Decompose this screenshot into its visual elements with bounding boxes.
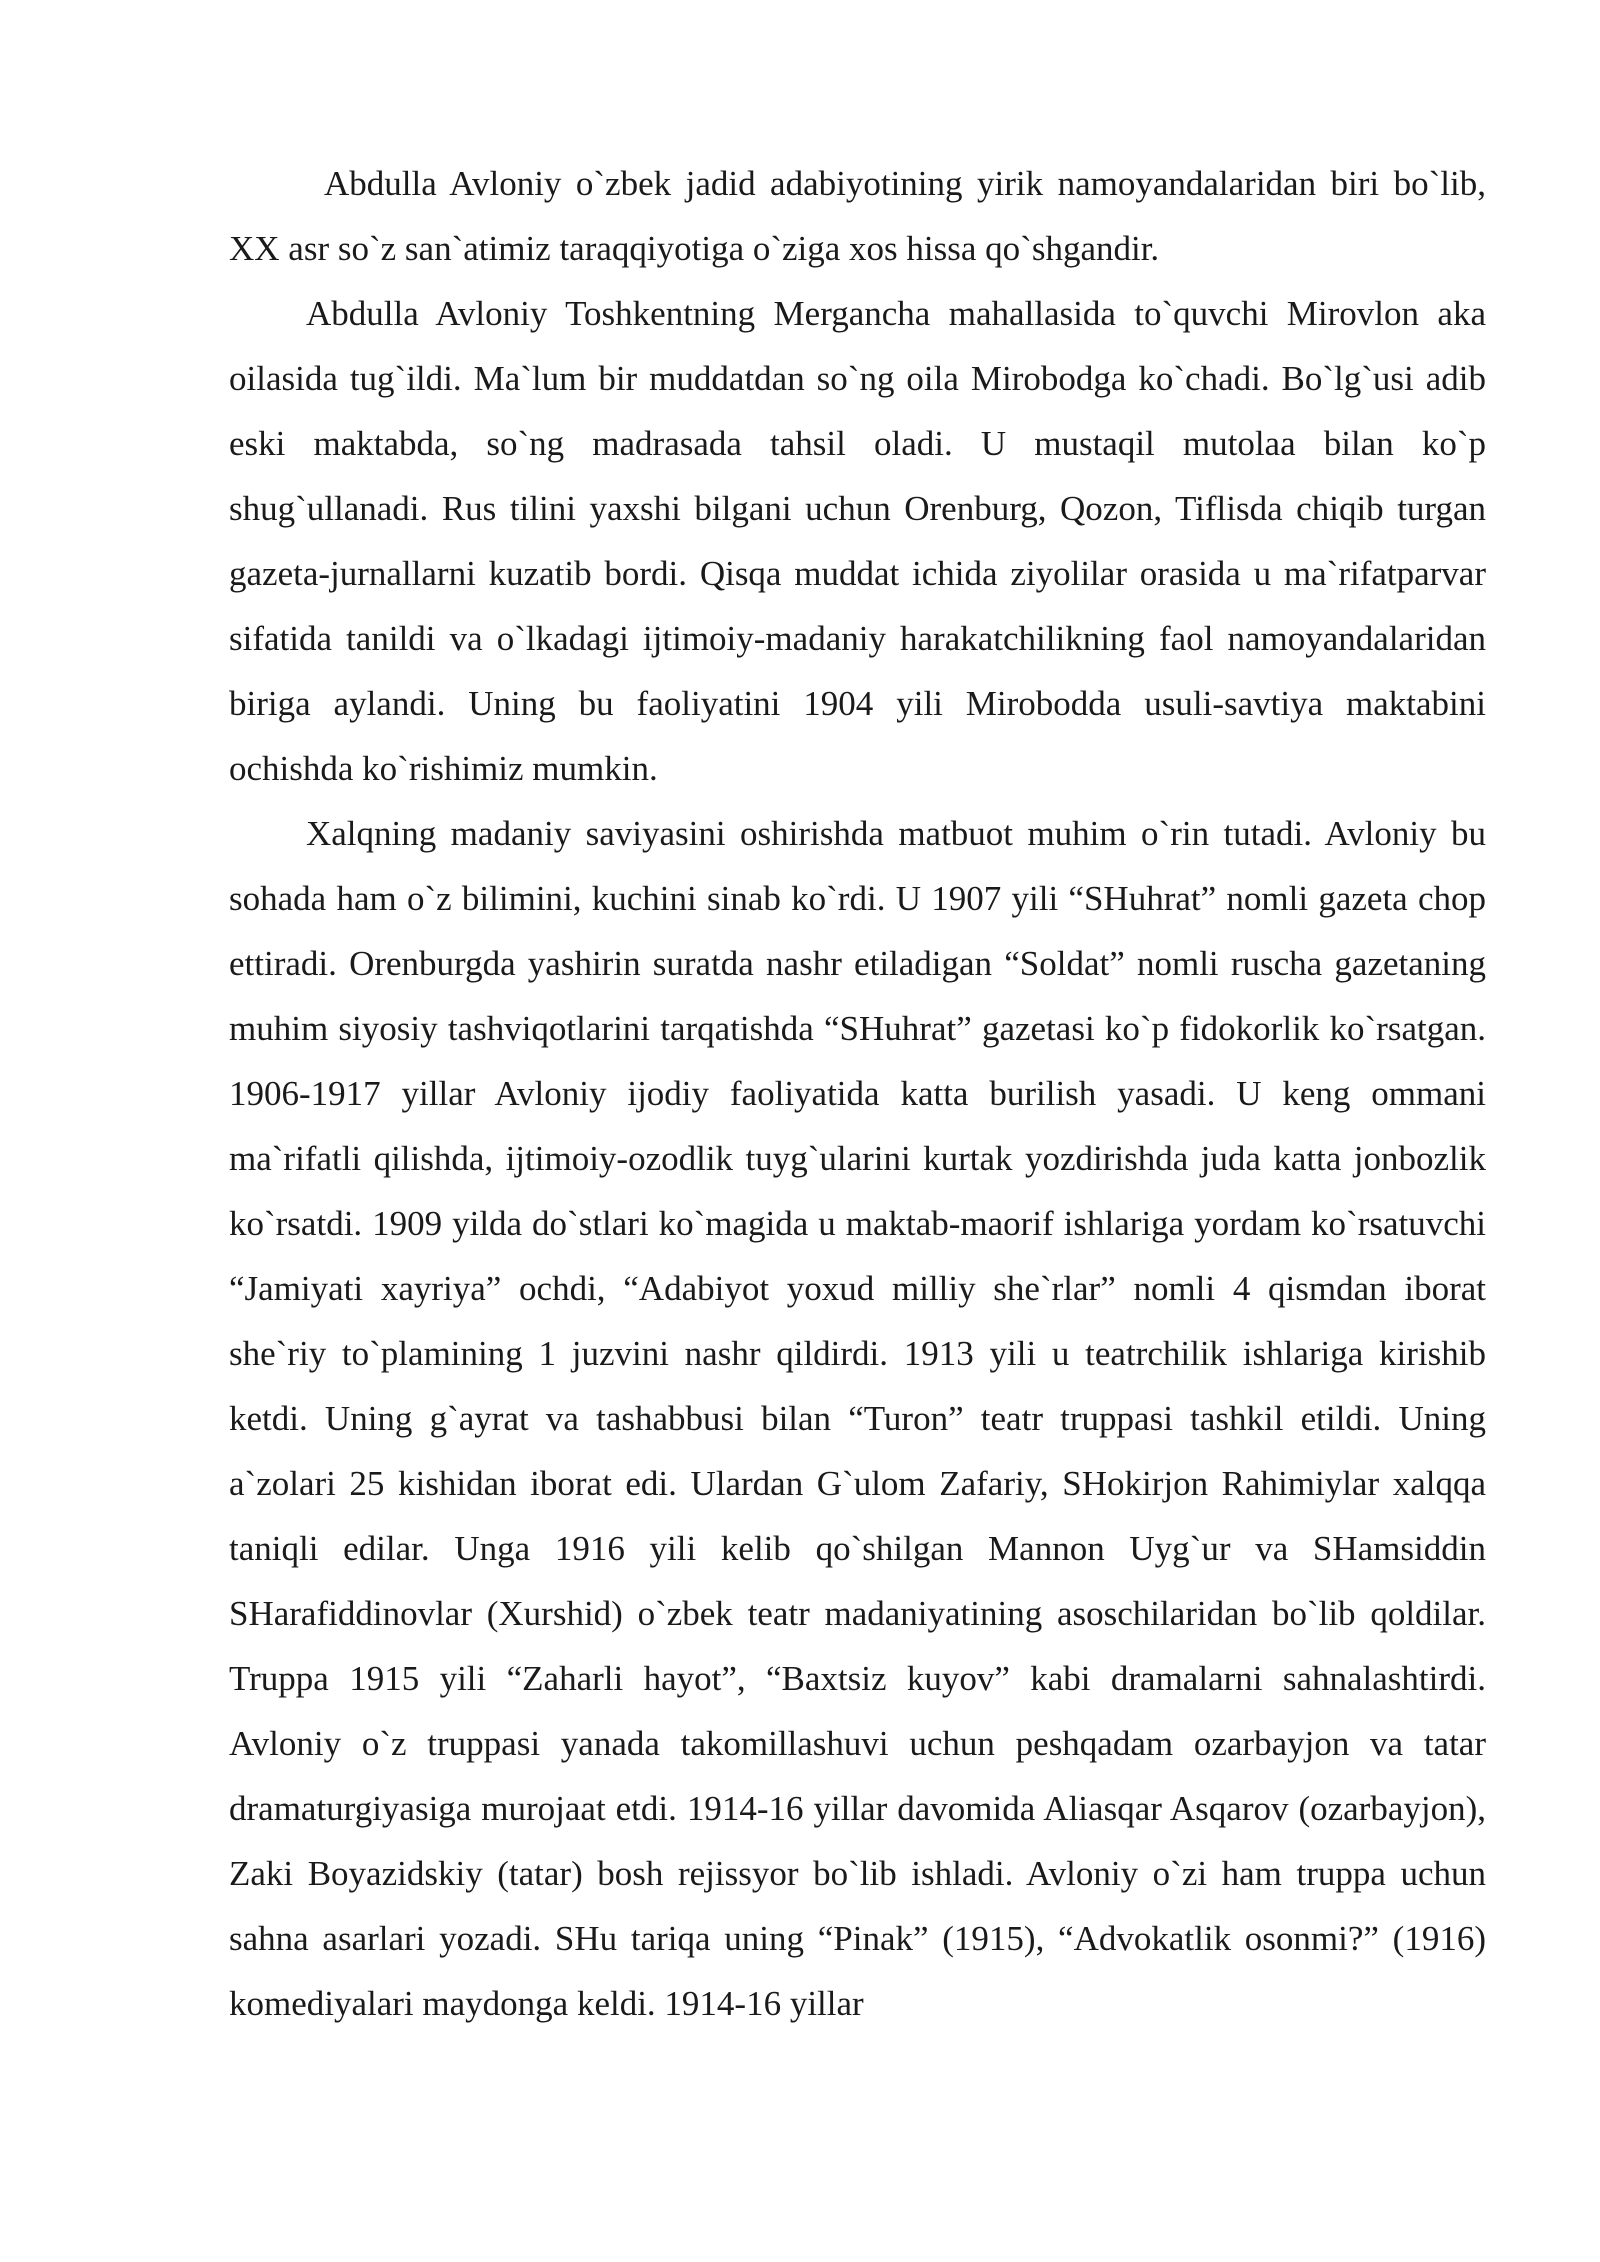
document-body: [229, 151, 1486, 2036]
paragraph-intro: Abdulla Avloniy o`zbek jadid adabiyotining yirik namoyandalaridan biri bo`lib, XX asr so`z san`atimiz taraqqiyotiga o`ziga xos hissa qo`shgandir.: [229, 164, 1486, 268]
paragraph-biography: Abdulla Avloniy Toshkentning Mergancha mahallasida to`quvchi Mirovlon aka oilasida tug`ildi. Ma`lum bir muddatdan so`ng oila Mirobodga ko`chadi. Bo`lg`usi adib eski maktabda, so`ng madrasada tahsil oladi. U mustaqil mutolaa bilan ko`p shug`ullanadi. Rus tilini yaxshi bilgani uchun Orenburg, Qozon, Tiflisda chiqib turgan gazeta-jurnallarni kuzatib bordi. Qisqa muddat ichida ziyolilar orasida u ma`rifatparvar sifatida tanildi va o`lkadagi ijtimoiy-madaniy harakatchilikning faol namoyandalaridan biriga aylandi. Uning bu faoliyatini 1904 yili Mirobodda usuli-savtiya maktabini ochishda ko`rishimiz mumkin.: [229, 294, 1486, 788]
paragraph-press-and-theatre: Xalqning madaniy saviyasini oshirishda matbuot muhim o`rin tutadi. Avloniy bu sohada ham o`z bilimini, kuchini sinab ko`rdi. U 1907 yili “SHuhrat” nomli gazeta chop ettiradi. Orenburgda yashirin suratda nashr etiladigan “Soldat” nomli ruscha gazetaning muhim siyosiy tashviqotlarini tarqatishda “SHuhrat” gazetasi ko`p fidokorlik ko`rsatgan. 1906-1917 yillar Avloniy ijodiy faoliyatida katta burilish yasadi. U keng ommani ma`rifatli qilishda, ijtimoiy-ozodlik tuyg`ularini kurtak yozdirishda juda katta jonbozlik ko`rsatdi. 1909 yilda do`stlari ko`magida u maktab-maorif ishlariga yordam ko`rsatuvchi “Jamiyati xayriya” ochdi, “Adabiyot yoxud milliy she`rlar” nomli 4 qismdan iborat she`riy to`plamining 1 juzvini nashr qildirdi. 1913 yili u teatrchilik ishlariga kirishib ketdi. Uning g`ayrat va tashabbusi bilan “Turon” teatr truppasi tashkil etildi. Uning a`zolari 25 kishidan iborat edi. Ulardan G`ulom Zafariy, SHokirjon Rahimiylar xalqqa taniqli edilar. Unga 1916 yili kelib qo`shilgan Mannon Uyg`ur va SHamsiddin SHarafiddinovlar (Xurshid) o`zbek teatr madaniyatining asoschilaridan bo`lib qoldilar. Truppa 1915 yili “Zaharli hayot”, “Baxtsiz kuyov” kabi dramalarni sahnalashtirdi. Avloniy o`z truppasi yanada takomillashuvi uchun peshqadam ozarbayjon va tatar dramaturgiyasiga murojaat etdi. 1914-16 yillar davomida Aliasqar Asqarov (ozarbayjon), Zaki Boyazidskiy (tatar) bosh rejissyor bo`lib ishladi. Avloniy o`zi ham truppa uchun sahna asarlari yozadi. SHu tariqa uning “Pinak” (1915), “Advokatlik osonmi?” (1916) komediyalari maydonga keldi. 1914-16 yillar: [229, 814, 1486, 2023]
